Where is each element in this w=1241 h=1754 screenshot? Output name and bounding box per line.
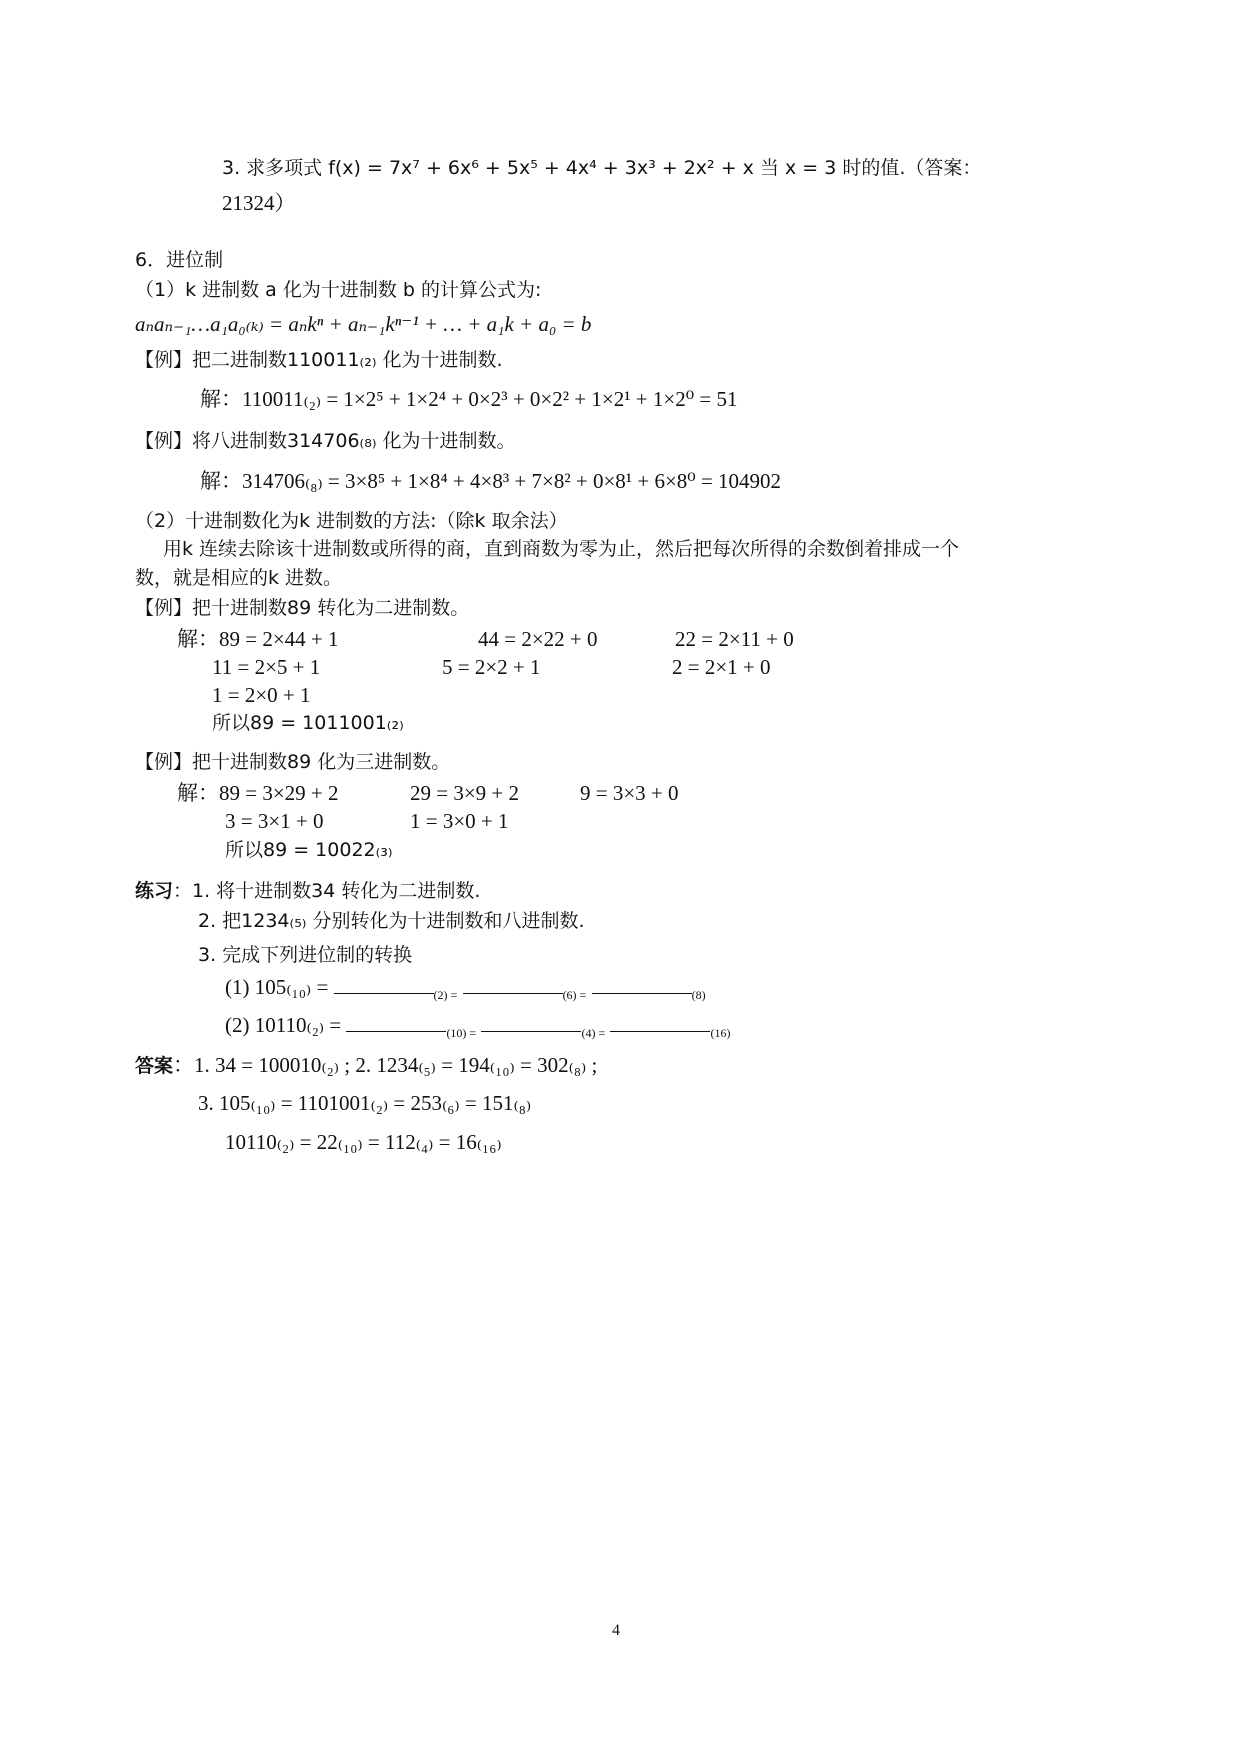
example-4-row1-col3: 9 = 3×3 + 0 <box>580 781 679 805</box>
practice-item-3: 3. 完成下列进位制的转换 <box>198 944 413 966</box>
example-3-row2-col2: 5 = 2×2 + 1 <box>442 655 541 679</box>
practice-label: 练习 <box>135 880 174 902</box>
answers-label: 答案 <box>135 1055 174 1077</box>
example-4-result: 所以89 = 10022₍₃₎ <box>225 839 393 861</box>
conversion-1-blank-2 <box>463 991 563 994</box>
conversion-2-base-1: (10) = <box>446 1026 477 1040</box>
conversion-2 <box>225 1013 730 1040</box>
conversion-1-base-1: (2) = <box>433 988 458 1002</box>
answers-line2: 3. 105₍₁₀₎ = 1101001₍₂₎ = 253₍₆₎ = 151₍₈₎ <box>198 1091 532 1115</box>
example-4-row2-col1: 3 = 3×1 + 0 <box>225 809 324 833</box>
conversion-2-base-3: (16) <box>710 1026 731 1040</box>
section-6-p1: （1）k 进制数 a 化为十进制数 b 的计算公式为: <box>135 279 542 301</box>
conversion-2-blank-3 <box>610 1029 710 1032</box>
conversion-1-base-3: (8) <box>691 988 706 1002</box>
conversion-1 <box>225 975 706 1002</box>
example-3-row3-col1: 1 = 2×0 + 1 <box>212 683 311 707</box>
example-3-result: 所以89 = 1011001₍₂₎ <box>212 712 404 734</box>
example-3-title: 【例】把十进制数89 转化为二进制数。 <box>135 597 470 619</box>
practice-item-1: ：1. 将十进制数34 转化为二进制数. <box>173 880 481 902</box>
section-6-p2: （2）十进制数化为k 进制数的方法:（除k 取余法） <box>135 510 568 532</box>
example-4-title: 【例】把十进制数89 化为三进制数。 <box>135 751 451 773</box>
page-number: 4 <box>612 1622 620 1639</box>
problem-3-line1: 3. 求多项式 f(x) = 7x⁷ + 6x⁶ + 5x⁵ + 4x⁴ + 3x³ + 2x² + x 当 x = 3 时的值.（答案： <box>222 157 982 179</box>
base-formula: aₙaₙ₋₁…a₁a₀₍ₖ₎ = aₙkⁿ + aₙ₋₁kⁿ⁻¹ + … + a₁k + a₀ = b <box>135 312 592 336</box>
problem-3-line2: 21324） <box>222 191 296 215</box>
example-3-row2-col1: 11 = 2×5 + 1 <box>212 655 321 679</box>
conversion-2-lead: (2) 10110₍₂₎ = <box>225 1013 342 1037</box>
example-4-row2-col2: 1 = 3×0 + 1 <box>410 809 509 833</box>
practice-item-2: 2. 把1234₍₅₎ 分别转化为十进制数和八进制数. <box>198 910 585 932</box>
answers-line3: 10110₍₂₎ = 22₍₁₀₎ = 112₍₄₎ = 16₍₁₆₎ <box>225 1130 502 1154</box>
example-3-row1-col3: 22 = 2×11 + 0 <box>675 627 794 651</box>
conversion-2-blank-2 <box>481 1029 581 1032</box>
answers-line1-text: ：1. 34 = 100010₍₂₎ ; 2. 1234₍₅₎ = 194₍₁₀₎ = 302₍₈₎ ; <box>173 1053 598 1077</box>
conversion-1-blank-1 <box>334 991 434 994</box>
conversion-1-lead: (1) 105₍₁₀₎ = <box>225 975 329 999</box>
section-6-p2-body1: 用k 连续去除该十进制数或所得的商，直到商数为零为止，然后把每次所得的余数倒着排成一个 <box>163 538 960 560</box>
conversion-2-blank-1 <box>346 1029 446 1032</box>
section-6-p2-body2: 数，就是相应的k 进数。 <box>135 567 343 589</box>
conversion-1-blank-3 <box>592 991 692 994</box>
example-3-row2-col3: 2 = 2×1 + 0 <box>672 655 771 679</box>
practice-line1 <box>135 878 480 903</box>
answers-line1 <box>135 1053 597 1078</box>
example-2-solution: 解：314706₍₈₎ = 3×8⁵ + 1×8⁴ + 4×8³ + 7×8² + 0×8¹ + 6×8⁰ = 104902 <box>200 469 782 493</box>
example-3-row1-col1: 解：89 = 2×44 + 1 <box>177 627 339 651</box>
example-2-title: 【例】将八进制数314706₍₈₎ 化为十进制数。 <box>135 430 516 452</box>
example-1-solution: 解：110011₍₂₎ = 1×2⁵ + 1×2⁴ + 0×2³ + 0×2² + 1×2¹ + 1×2⁰ = 51 <box>200 387 738 411</box>
example-3-row1-col2: 44 = 2×22 + 0 <box>478 627 598 651</box>
example-1-title: 【例】把二进制数110011₍₂₎ 化为十进制数. <box>135 349 503 371</box>
section-6-title: 6．进位制 <box>135 249 224 271</box>
example-4-row1-col2: 29 = 3×9 + 2 <box>410 781 520 805</box>
conversion-2-base-2: (4) = <box>581 1026 606 1040</box>
conversion-1-base-2: (6) = <box>562 988 587 1002</box>
example-4-row1-col1: 解：89 = 3×29 + 2 <box>177 781 339 805</box>
